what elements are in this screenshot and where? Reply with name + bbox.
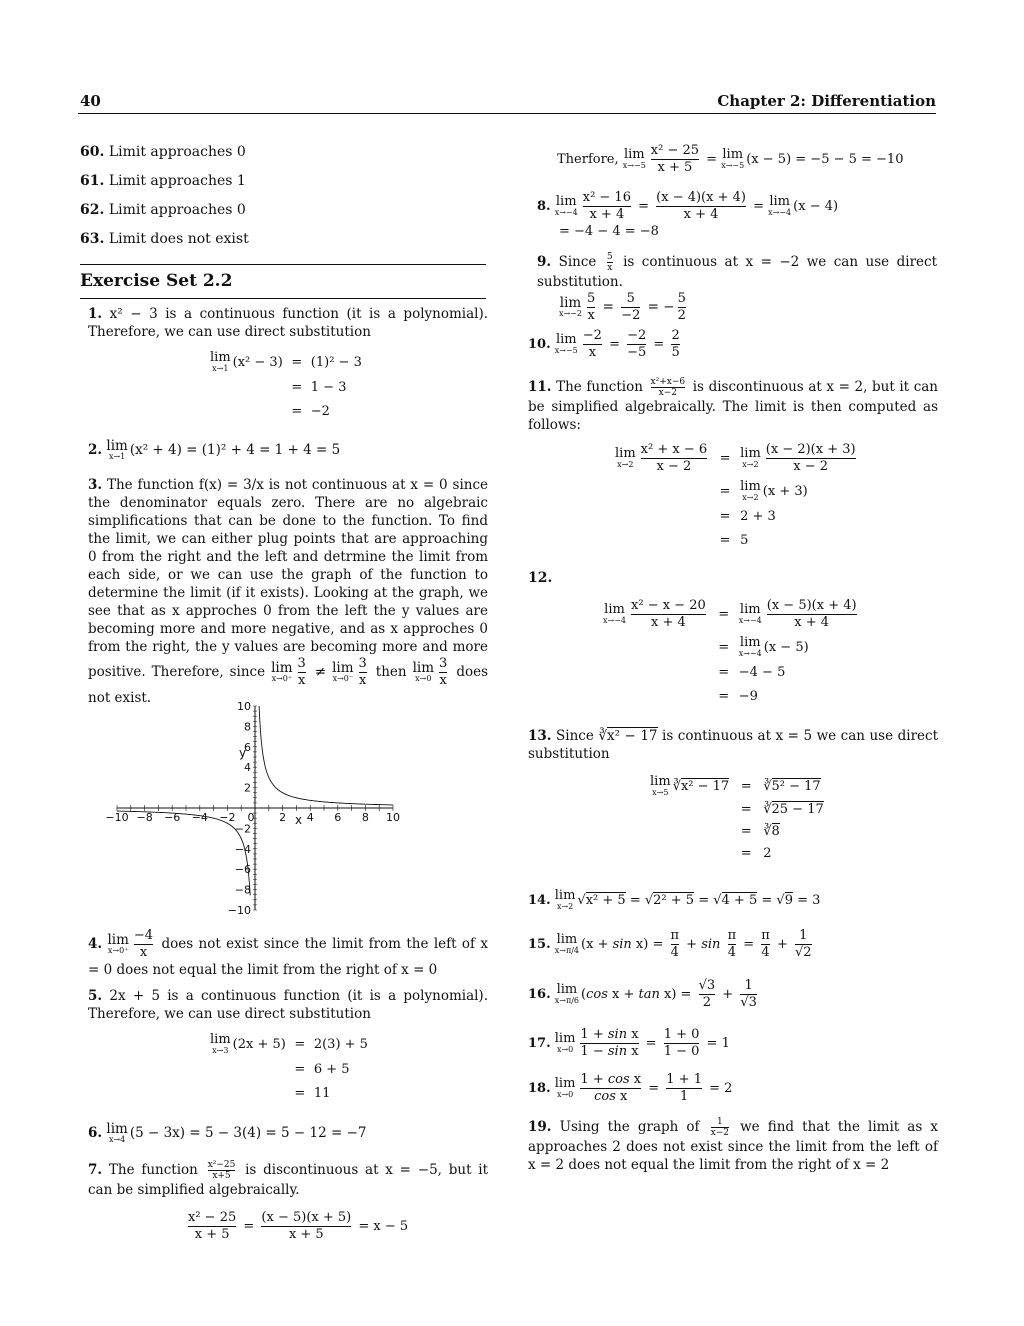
page-number: 40 <box>80 92 101 110</box>
problem-2: 2. lim x→1 (x² + 4) = (1)² + 4 = 1 + 4 = 5 <box>88 438 341 461</box>
x-tick-label: 6 <box>334 811 342 824</box>
problem-5: 5. 2x + 5 is a continuous function (it is a polynomial). Therefore, we can use direct substitution <box>88 988 488 1022</box>
y-tick-label: 2 <box>244 781 251 795</box>
answer-61: 61. Limit approaches 1 <box>80 173 246 189</box>
y-tick-label: −4 <box>234 842 251 856</box>
problem-12-work: lim x→−4 $\frac{\text{x² − x − 20}}{x + 4}$ = lim x→−4 $\frac{(x - 5)(x + 4)}{x + 4}$ = lim x→−4 (x − 5) = −4 − 5 = −9 <box>603 598 857 704</box>
answers-list <box>80 143 486 259</box>
chapter-title: Chapter 2: Differentiation <box>717 92 936 110</box>
y-tick-label: 8 <box>244 720 251 734</box>
x-tick-label: −6 <box>164 811 181 824</box>
x-tick-label: 4 <box>306 811 314 824</box>
answer-62: 62. Limit approaches 0 <box>80 202 246 218</box>
x-axis-label: x <box>295 813 303 827</box>
y-tick-label: 6 <box>244 740 251 754</box>
y-tick-label: −2 <box>234 822 251 836</box>
x-tick-label: −2 <box>219 811 236 824</box>
problem-16: 16. lim x→π/6 (cos x + tan x) = $\frac{√3}{2}$ + $\frac{1}{√3}$ <box>528 978 757 1010</box>
therefore-line: Therfore, lim x→−5 $\frac{\text{x² − 25}}{x + 5}$ = lim x→−5 (x − 5) = −5 − 5 = −10 <box>557 143 904 175</box>
problem-17: 17. lim x→0 $\frac{\text{1 + sin x}}{\text{1 − sin x}}$ = $\frac{1 + 0}{1 - 0}$ = 1 <box>528 1027 730 1059</box>
problem-9: 9. Since $\frac{5}{x}$ is continuous at x = −2 we can use direct substitution. lim x→−2 $\frac{5}{x}$ = $\frac{5}{-2}$ = − $\frac{5}{2}$ <box>537 252 937 323</box>
y-tick-label: −10 <box>227 904 251 916</box>
problem-1-work: lim x→1 (x² − 3) = (1)² − 3 = 1 − 3 = −2 <box>210 350 362 419</box>
problem-7: 7. The function $\frac{\text{x²−25}}{x+5}$ is discontinuous at x = −5, but it can be simplified algebraically. <box>88 1160 489 1198</box>
problem-19: 19. Using the graph of $\frac{1}{x-2}$ we find that the limit as x approaches 2 does not exist since the limit from the left of x = 2 does not equal the limit from the right of x = 2 <box>528 1117 938 1173</box>
x-tick-label: 8 <box>361 811 369 824</box>
y-tick-label: −8 <box>234 883 251 897</box>
problem-12-label: 12. <box>528 570 553 586</box>
problem-13: 13. Since ∛x² − 17 is continuous at x = 5 we can use direct substitution <box>528 728 938 762</box>
x-tick-label: −4 <box>191 811 208 824</box>
problem-6: 6. lim x→4 (5 − 3x) = 5 − 3(4) = 5 − 12 = −7 <box>88 1121 367 1144</box>
problem-8: 8. lim x→−4 $\frac{\text{x² − 16}}{x + 4}$ = $\frac{(x - 4)(x + 4)}{x + 4}$ = lim x→−4 (x − 4) = −4 − 4 = −8 <box>537 190 839 239</box>
x-tick-label: 2 <box>279 811 287 824</box>
section-title: Exercise Set 2.2 <box>80 271 233 291</box>
problem-13-work: lim x→5 ∛x² − 17 = ∛5² − 17 = ∛25 − 17 = ∛8 = 2 <box>650 774 824 861</box>
x-tick-label: 0 <box>247 811 255 824</box>
y-tick-label: 10 <box>237 700 251 713</box>
problem-11: 11. The function $\frac{\text{x²+x−6}}{x-2}$ is discontinuous at x = 2, but it can be simplified algebraically. The limit is then computed as follows: <box>528 377 939 433</box>
problem-11-work: lim x→2 $\frac{\text{x² + x − 6}}{x - 2}$ = lim x→2 $\frac{(x - 2)(x + 3)}{x - 2}$ = lim x→2 (x + 3) = 2 + 3 = 5 <box>615 442 856 548</box>
answer-63: 63. Limit does not exist <box>80 231 249 247</box>
x-tick-label: −10 <box>105 811 129 824</box>
y-axis-label: y <box>239 746 247 760</box>
graph-3-over-x <box>105 698 405 916</box>
problem-3: 3. The function f(x) = 3/x is not continuous at x = 0 since the denominator equals zero. There are no algebraic simplifications that can be done to the function. To find the limit, we can either plug points that are approaching 0 from the right and the left and detrmine the limit from each side, or we can use the graph of the function to determine the limit (if it exists). Looking at the graph, we see that as x approches 0 from the left the y values are becoming more and more negative, and as x approches 0 from the right, the y values are becoming more and more positive. Therefore, since lim x→0⁺ $\frac{3}{x}$ ≠ lim x→0⁻ $\frac{3}{x}$ then lim x→0 $\frac{3}{x}$ does not exist. <box>88 477 489 706</box>
header-rule <box>78 113 936 114</box>
problem-5-work: lim x→3 (2x + 5) = 2(3) + 5 = 6 + 5 = 11 <box>210 1032 368 1101</box>
answer-60: 60. Limit approaches 0 <box>80 144 246 160</box>
problem-15: 15. lim x→π/4 (x + sin x) = $\frac{\pi}{4}$ + sin $\frac{\pi}{4}$ = $\frac{\pi}{4}$ + $\frac{1}{√2}$ <box>528 928 812 960</box>
section-rule-top <box>80 264 486 265</box>
problem-4: 4. lim x→0⁺ $\frac{-4}{x}$ does not exist since the limit from the left of x = 0 does not equal the limit from the right of x = 0 <box>88 928 489 978</box>
problem-18: 18. lim x→0 $\frac{\text{1 + cos x}}{\text{cos x}}$ = $\frac{1 + 1}{1}$ = 2 <box>528 1072 733 1104</box>
section-rule-bottom <box>80 298 486 299</box>
problem-10: 10. lim x→−5 $\frac{-2}{x}$ = $\frac{-2}{-5}$ = $\frac{2}{5}$ <box>528 328 680 360</box>
problem-1: 1. x² − 3 is a continuous function (it is a polynomial). Therefore, we can use direct substitution <box>88 306 489 340</box>
curve-right-branch <box>259 706 393 805</box>
x-tick-label: −8 <box>136 811 153 824</box>
problem-14: 14. lim x→2 √x² + 5 = √2² + 5 = √4 + 5 = √9 = 3 <box>528 888 821 911</box>
problem-7-work: $\frac{\text{x² − 25}}{x + 5}$ = $\frac{(x - 5)(x + 5)}{x + 5}$ = x − 5 <box>188 1210 409 1242</box>
x-tick-label: 10 <box>386 811 400 824</box>
y-tick-label: 4 <box>244 761 251 775</box>
y-tick-label: −6 <box>234 863 251 877</box>
